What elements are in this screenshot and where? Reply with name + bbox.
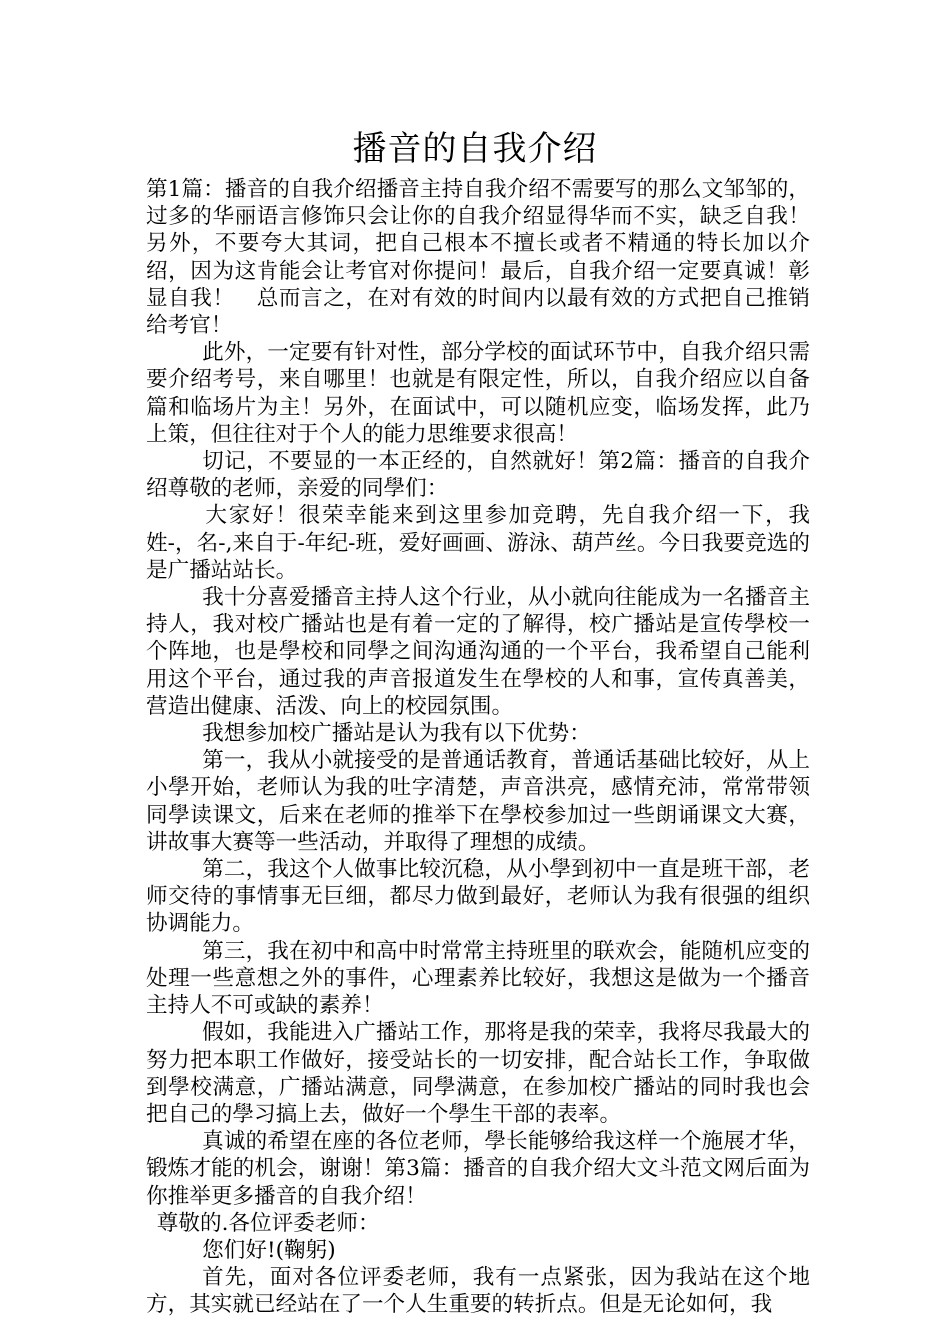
paragraph-5: 我十分喜爱播音主持人这个行业，从小就向往能成为一名播音主持人，我对校广播站也是有着一定的了解得，校广播站是宣传學校一个阵地，也是學校和同學之间沟通沟通的一个平台，我希望自己能利用这个平台，通过我的声音报道发生在學校的人和事，宣传真善美，营造出健康、活泼、向上的校园氛围。: [146, 585, 810, 719]
document-title: 播音的自我介绍: [352, 129, 598, 169]
paragraph-10: 假如，我能进入广播站工作，那将是我的荣幸，我将尽我最大的努力把本职工作做好，接受站长的一切安排，配合站长工作，争取做到學校满意，广播站满意，同學满意，在参加校广播站的同时我也会把自己的學习搞上去，做好一个學生干部的表率。: [146, 1020, 810, 1127]
paragraph-2: 此外，一定要有针对性，部分学校的面试环节中，自我介绍只需要介绍考号，来自哪里！也就是有限定性，所以，自我介绍应以自备篇和临场片为主！另外，在面试中，可以随机应变，临场发挥，此乃上策，但往往对于个人的能力思维要求很高！: [146, 340, 810, 447]
paragraph-8: 第二，我这个人做事比较沉稳，从小學到初中一直是班干部，老师交待的事情事无巨细，都尽力做到最好，老师认为我有很强的组织协调能力。: [146, 857, 810, 937]
paragraph-1: 第1篇：播音的自我介绍播音主持自我介绍不需要写的那么文邹邹的，过多的华丽语言修饰只会让你的自我介绍显得华而不实，缺乏自我！另外，不要夸大其词，把自己根本不擅长或者不精通的特长加以介绍，因为这肯能会让考官对你提问！最后，自我介绍一定要真诚！彰显自我！ 总而言之，在对有效的时间内以最有效的方式把自己推销给考官！: [146, 177, 810, 339]
paragraph-6: 我想参加校广播站是认为我有以下优势：: [202, 721, 591, 747]
paragraph-4: 大家好！很荣幸能来到这里参加竞聘，先自我介绍一下，我姓-，名-,来自于-年纪-班，爱好画画、游泳、葫芦丝。今日我要竞选的是广播站站长。: [146, 503, 810, 583]
paragraph-14: 首先，面对各位评委老师，我有一点紧张，因为我站在这个地方，其实就已经站在了一个人生重要的转折点。但是无论如何，我: [146, 1265, 810, 1318]
paragraph-9: 第三，我在初中和高中时常常主持班里的联欢会，能随机应变的处理一些意想之外的事件，心理素养比较好，我想这是做为一个播音主持人不可或缺的素养！: [146, 938, 810, 1019]
paragraph-7: 第一，我从小就接受的是普通话教育，普通话基础比较好，从上小學开始，老师认为我的吐字清楚，声音洪亮，感情充沛，常常带领同學读课文，后来在老师的推举下在學校参加过一些朗诵课文大赛，讲故事大赛等一些活动，并取得了理想的成绩。: [146, 748, 810, 855]
paragraph-11: 真诚的希望在座的各位老师，學长能够给我这样一个施展才华，锻炼才能的机会，谢谢！第3篇：播音的自我介绍大文斗范文网后面为你推举更多播音的自我介绍！: [146, 1129, 810, 1209]
paragraph-3: 切记，不要显的一本正经的，自然就好！第2篇：播音的自我介绍尊敬的老师，亲爱的同學们：: [146, 449, 810, 502]
paragraph-13: 您们好!(鞠躬): [202, 1237, 336, 1263]
paragraph-12: 尊敬的.各位评委老师：: [156, 1210, 380, 1236]
document-body: [146, 176, 810, 1319]
